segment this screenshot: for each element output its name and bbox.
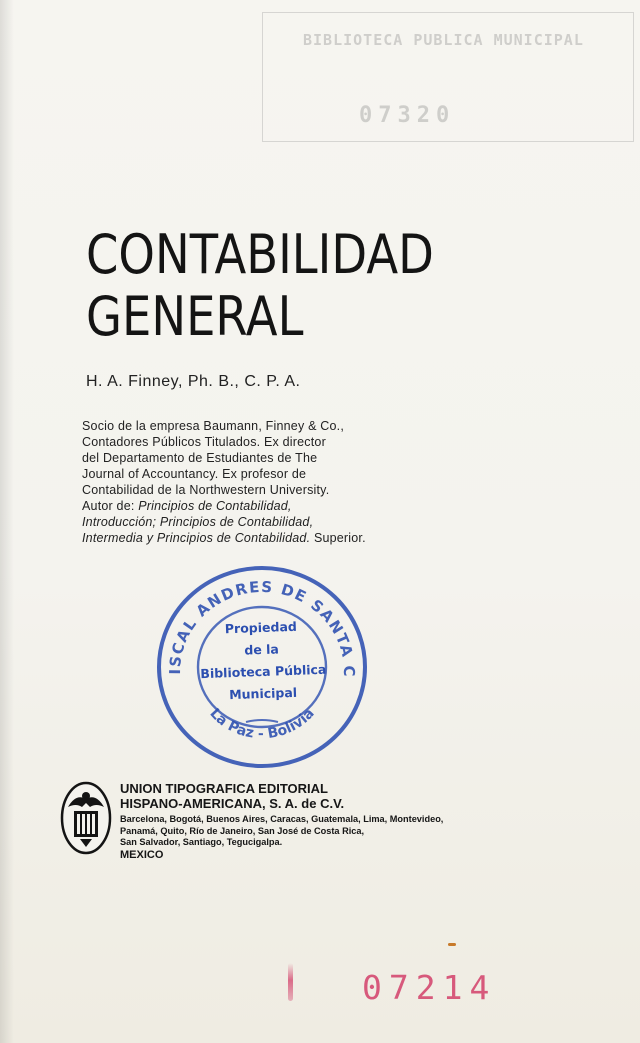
bio-line: Journal of Accountancy. Ex profesor de <box>82 467 307 481</box>
book-author: H. A. Finney, Ph. B., C. P. A. <box>86 373 301 390</box>
publisher-country: MEXICO <box>120 848 164 861</box>
bio-line <box>82 530 472 546</box>
seal-line: Biblioteca Pública <box>200 661 327 682</box>
bio-line: Contadores Públicos Titulados. Ex director <box>82 435 326 449</box>
bio-line: Introducción; Principios de Contabilidad, <box>82 515 314 529</box>
bio-prefix: Autor de: <box>82 499 139 513</box>
seal-bottom-text: La Paz - Bolivia <box>206 705 318 743</box>
seal-inner-text <box>199 615 326 707</box>
paper-speck <box>448 943 456 946</box>
bio-line: Contabilidad de la Northwestern University. <box>82 483 330 497</box>
library-seal-stamp <box>150 560 374 774</box>
page-edge-shadow <box>0 0 14 1043</box>
author-bio <box>82 418 472 546</box>
publisher-cities-line: Panamá, Quito, Río de Janeiro, San José de Costa Rica, <box>120 825 365 836</box>
seal-ring-text: ISCAL ANDRES DE SANTA C <box>165 577 359 679</box>
seal-line: Propiedad <box>224 618 298 637</box>
bio-italic: Principios de Contabilidad, <box>138 499 292 513</box>
publisher-cities <box>120 814 540 849</box>
red-ink-mark <box>288 963 293 1001</box>
book-title-line2: GENERAL <box>86 285 304 348</box>
inventory-number: 07214 <box>362 968 497 1007</box>
faded-library-stamp <box>262 12 634 142</box>
svg-text:La Paz - Bolivia <box>206 706 317 743</box>
bio-suffix: Superior. <box>310 531 366 545</box>
book-title <box>86 224 434 348</box>
publisher-cities-line: San Salvador, Santiago, Tegucigalpa. <box>120 837 283 847</box>
faded-stamp-title: BIBLIOTECA PUBLICA MUNICIPAL <box>303 31 584 49</box>
bio-line: Socio de la empresa Baumann, Finney & Co., <box>82 419 345 433</box>
bio-line <box>82 498 472 514</box>
faded-stamp-number: 07320 <box>359 103 456 128</box>
seal-line: Municipal <box>228 684 298 703</box>
book-title-line1: CONTABILIDAD <box>86 223 434 286</box>
publisher-cities-line: Barcelona, Bogotá, Buenos Aires, Caracas, Guatemala, Lima, Montevideo, <box>120 814 444 824</box>
publisher-name-line2: HISPANO-AMERICANA, S. A. de C.V. <box>120 796 345 811</box>
bio-line: del Departamento de Estudiantes de The <box>82 451 318 465</box>
seal-line: de la <box>244 641 280 658</box>
publisher-name-line1: UNION TIPOGRAFICA EDITORIAL <box>120 781 328 796</box>
publisher-block <box>120 781 540 861</box>
eagle-crest-icon <box>60 781 112 855</box>
bio-italic: Intermedia y Principios de Contabilidad. <box>82 531 311 545</box>
